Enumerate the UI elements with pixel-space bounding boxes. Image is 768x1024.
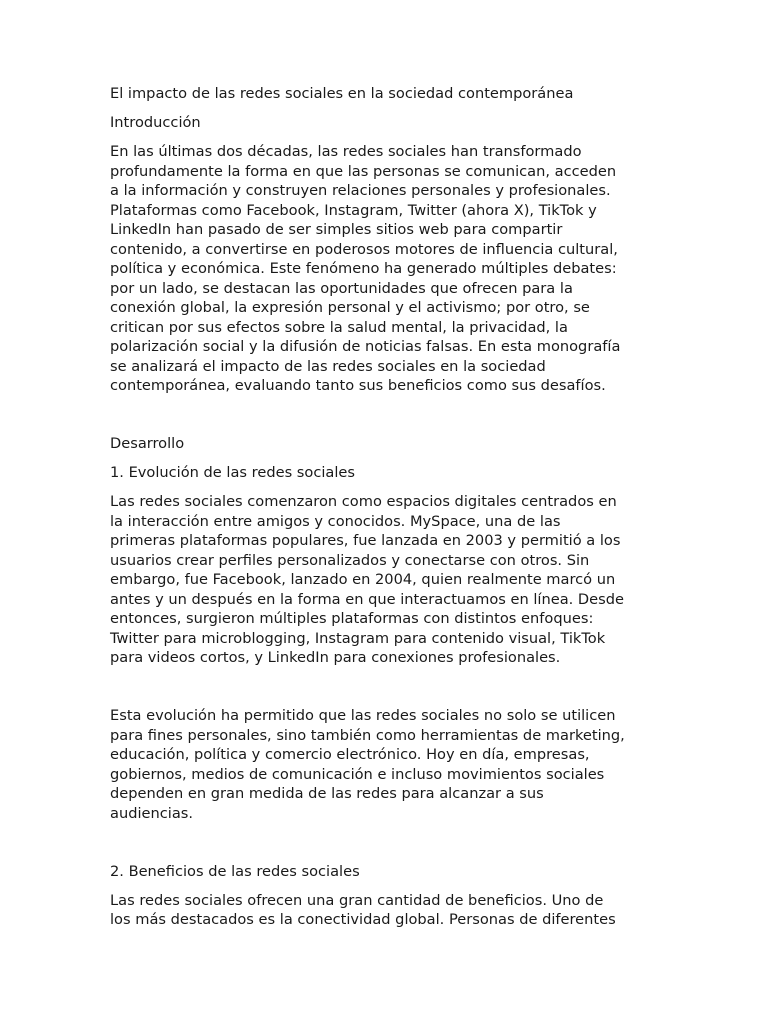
intro-paragraph: En las últimas dos décadas, las redes sociales han transformado profundamente la forma en que las personas se comunican, acceden a la información y construyen relaciones personales y profesionales. Plataformas como Facebook, Instagram, Twitter (ahora X), TikTok y LinkedIn han pasado de ser simples sitios web para compartir contenido, a convertirse en poderosos motores de influencia cultural, política y económica. Este fenómeno ha generado múltiples debates: por un lado, se destacan las oportunidades que ofrecen para la conexión global, la expresión personal y el activismo; por otro, se critican por sus efectos sobre la salud mental, la privacidad, la polarización social y la difusión de noticias falsas. En esta monografía se analizará el impacto de las redes sociales en la sociedad contemporánea, evaluando tanto sus beneficios como sus desafíos. xyxy=(110,143,621,394)
intro-heading: Introducción xyxy=(110,114,201,131)
section-1-paragraph-1: Las redes sociales comenzaron como espacios digitales centrados en la interacción entre amigos y conocidos. MySpace, una de las primeras plataformas populares, fue lanzada en 2003 y permitió a los usuarios crear perfiles personalizados y conectarse con otros. Sin embargo, fue Facebook, lanzado en 2004, quien realmente marcó un antes y un después en la forma en que interactuamos en línea. Desde entonces, surgieron múltiples plataformas con distintos enfoques: Twitter para microblogging, Instagram para contenido visual, TikTok para videos cortos, y LinkedIn para conexiones profesionales. xyxy=(110,493,624,666)
document-title: El impacto de las redes sociales en la sociedad contemporánea xyxy=(110,85,574,102)
development-heading: Desarrollo xyxy=(110,435,185,452)
section-2-paragraph-1: Las redes sociales ofrecen una gran cantidad de beneficios. Uno de los más destacados es la conectividad global. Personas de diferentes xyxy=(110,891,616,928)
section-1-heading: 1. Evolución de las redes sociales xyxy=(110,464,356,481)
document-page xyxy=(110,84,670,939)
section-1-paragraph-2: Esta evolución ha permitido que las redes sociales no solo se utilicen para fines personales, sino también como herramientas de marketing, educación, política y comercio electrónico. Hoy en día, empresas, gobiernos, medios de comunicación e incluso movimientos sociales dependen en gran medida de las redes para alcanzar a sus audiencias. xyxy=(110,707,625,822)
section-2-heading: 2. Beneficios de las redes sociales xyxy=(110,862,360,880)
